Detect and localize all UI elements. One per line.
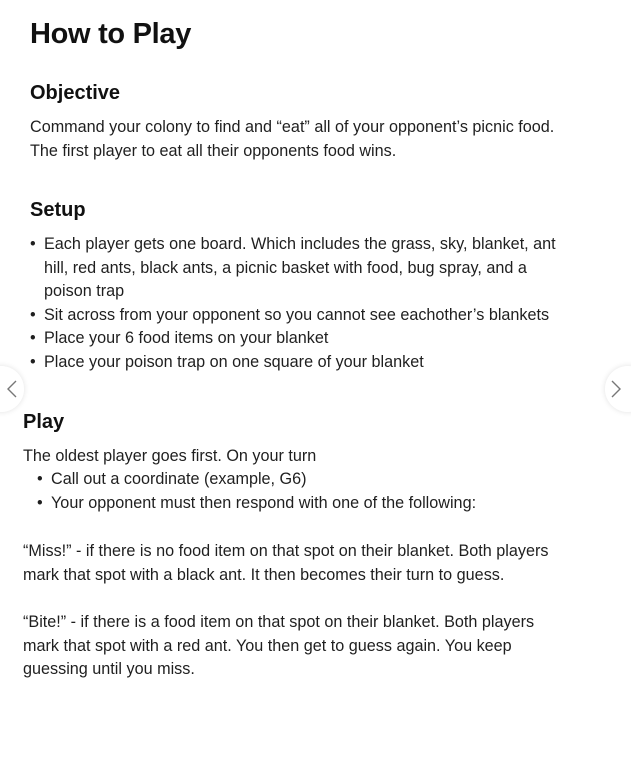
- next-page-button[interactable]: [605, 366, 631, 412]
- play-list: [37, 468, 476, 515]
- list-item: [37, 468, 476, 492]
- list-item-text: Your opponent must then respond with one of the following:: [51, 493, 477, 512]
- chevron-left-icon: [6, 379, 18, 399]
- objective-line: Command your colony to find and “eat” all of your opponent’s picnic food.: [30, 118, 555, 136]
- bite-rule: [23, 611, 534, 682]
- chevron-right-icon: [610, 379, 622, 399]
- list-item-text: Call out a coordinate (example, G6): [51, 470, 307, 488]
- miss-rule: [23, 540, 548, 587]
- miss-rule-line: mark that spot with a black ant. It then becomes their turn to guess.: [23, 565, 505, 584]
- list-item: [30, 304, 556, 328]
- list-item-line: • Place your 6 food items on your blanket: [44, 329, 329, 347]
- list-item-line: poison trap: [44, 282, 125, 300]
- list-item: [30, 327, 556, 351]
- list-item-line: • Each player gets one board. Which includes the grass, sky, blanket, ant: [44, 235, 556, 253]
- list-item-line: • Sit across from your opponent so you cannot see eachother’s blankets: [44, 305, 550, 324]
- objective-heading: Objective: [30, 82, 121, 104]
- objective-text: [30, 116, 554, 163]
- miss-rule-line: “Miss!” - if there is no food item on that spot on their blanket. Both players: [23, 542, 549, 560]
- list-item: [30, 351, 556, 375]
- play-heading: Play: [23, 411, 65, 433]
- setup-heading: Setup: [30, 199, 86, 221]
- list-item-line: hill, red ants, black ants, a picnic basket with food, bug spray, and a: [44, 258, 527, 277]
- list-item-line: • Place your poison trap on one square of your blanket: [44, 352, 424, 371]
- play-intro: The oldest player goes first. On your turn: [23, 447, 317, 465]
- previous-page-button[interactable]: [0, 366, 24, 412]
- page-title: How to Play: [30, 18, 192, 50]
- setup-list: [30, 233, 556, 374]
- bite-rule-line: guessing until you miss.: [23, 660, 195, 678]
- bite-rule-line: “Bite!” - if there is a food item on that spot on their blanket. Both players: [23, 613, 535, 631]
- bite-rule-line: mark that spot with a red ant. You then get to guess again. You keep: [23, 636, 512, 655]
- list-item: [30, 233, 556, 304]
- list-item: [37, 492, 476, 516]
- objective-line: The first player to eat all their opponents food wins.: [30, 141, 397, 160]
